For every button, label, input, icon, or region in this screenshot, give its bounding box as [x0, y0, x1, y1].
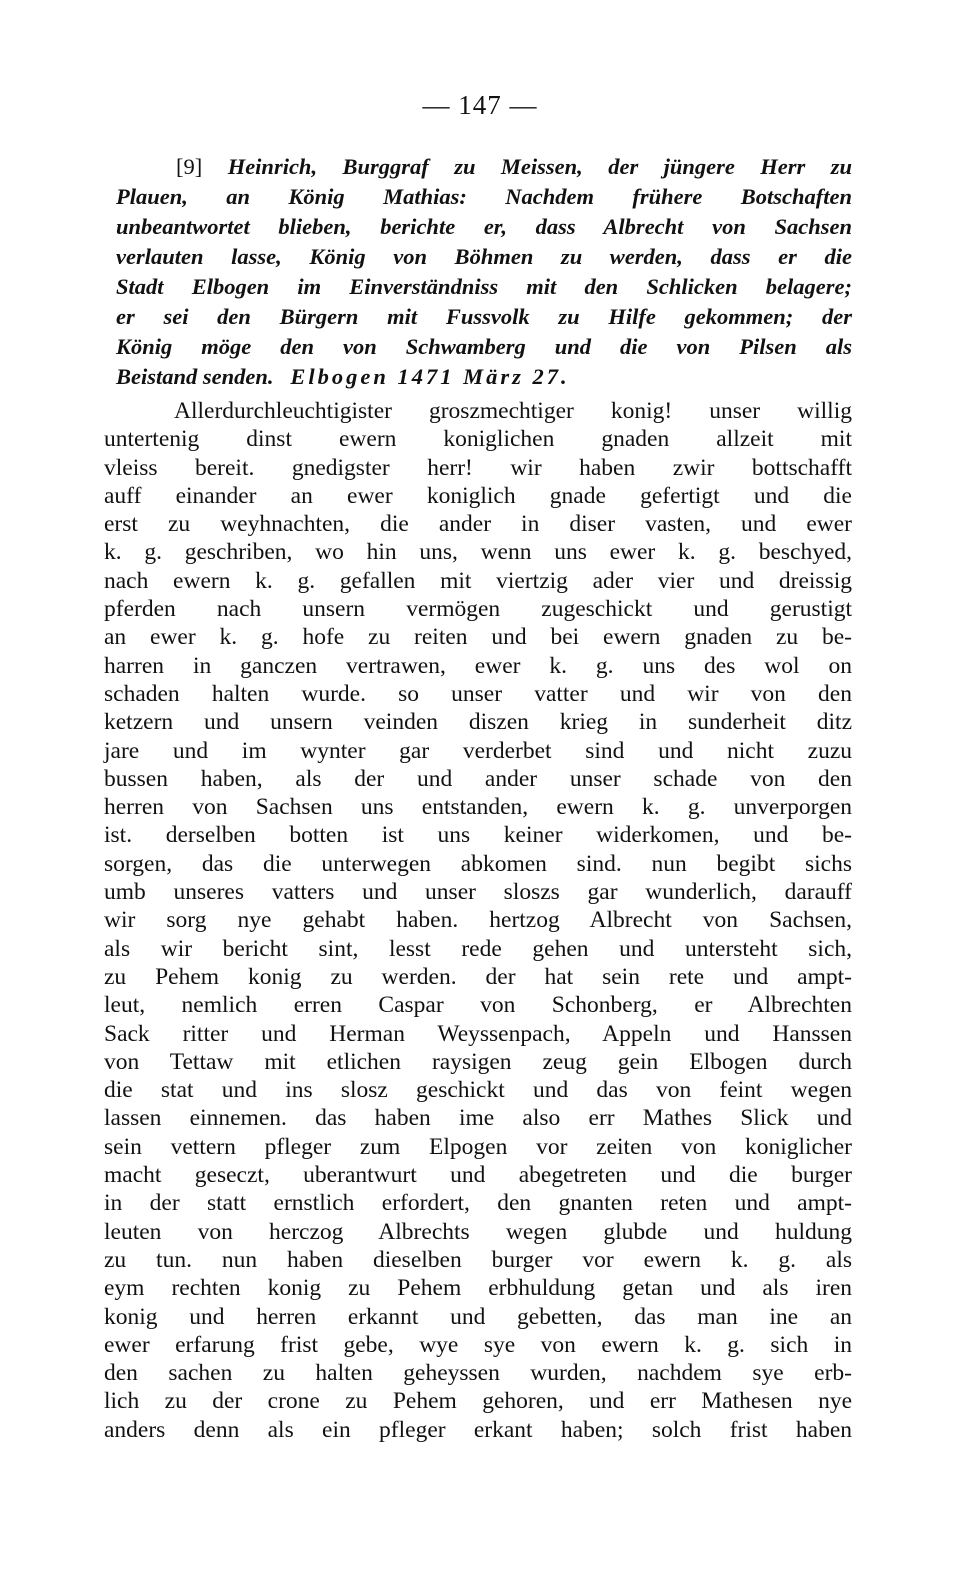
text-line: ewer erfarung frist gebe, wye sye von ewern k. g. sich in	[104, 1331, 852, 1358]
document-number: [9]	[176, 154, 203, 179]
text-line: wir sorg nye gehabt haben. hertzog Albrecht von Sachsen,	[104, 907, 852, 934]
text-line: harren in ganczen vertrawen, ewer k. g. uns des wol on	[104, 652, 852, 679]
text-line: nach ewern k. g. gefallen mit viertzig ader vier und dreissig	[104, 567, 852, 594]
summary-line: König möge den von Schwamberg und die von Pilsen als	[116, 334, 852, 359]
summary-line: Stadt Elbogen im Einverständniss mit den Schlicken belagere;	[116, 274, 852, 299]
text-line: als wir bericht sint, lesst rede gehen und untersteht sich,	[104, 935, 852, 962]
text-line: in der statt ernstlich erfordert, den gnanten reten und ampt-	[104, 1190, 852, 1217]
summary-line	[116, 362, 852, 392]
text-line: auff einander an ewer koniglich gnade gefertigt und die	[104, 482, 852, 509]
text-line: lassen einnemen. das haben ime also err Mathes Slick und	[104, 1105, 852, 1132]
text-line: die stat und ins slosz geschickt und das von feint wegen	[104, 1077, 852, 1104]
text-line: lich zu der crone zu Pehem gehoren, und err Mathesen nye	[104, 1388, 852, 1415]
text-line: ketzern und unsern veinden diszen krieg in sunderheit ditz	[104, 709, 852, 736]
text-line: macht geseczt, uberantwurt und abegetreten und die burger	[104, 1162, 852, 1189]
text-line: jare und im wynter gar verderbet sind und nicht zuzu	[104, 737, 852, 764]
text-line: umb unseres vatters und unser sloszs gar wunderlich, darauff	[104, 879, 852, 906]
text-line: untertenig dinst ewern koniglichen gnaden allzeit mit	[104, 426, 852, 453]
text-line: zu Pehem konig zu werden. der hat sein rete und ampt-	[104, 963, 852, 990]
text-line: sorgen, das die unterwegen abkomen sind. nun begibt sichs	[104, 850, 852, 877]
text-line: von Tettaw mit etlichen raysigen zeug gein Elbogen durch	[104, 1048, 852, 1075]
text-line: sein vettern pfleger zum Elpogen vor zeiten von koniglicher	[104, 1133, 852, 1160]
summary-text: Beistand senden.	[116, 364, 274, 389]
text-line: ist. derselben botten ist uns keiner widerkomen, und be-	[104, 822, 852, 849]
text-line: k. g. geschriben, wo hin uns, wenn uns ewer k. g. beschyed,	[104, 539, 852, 566]
page-number: — 147 —	[422, 90, 538, 120]
text-line: erst zu weyhnachten, die ander in diser vasten, und ewer	[104, 511, 852, 538]
text-line: leuten von herczog Albrechts wegen glubde und huldung	[104, 1218, 852, 1245]
text-line: herren von Sachsen uns entstanden, ewern k. g. unverporgen	[104, 794, 852, 821]
summary-line: verlauten lasse, König von Böhmen zu werden, dass er die	[116, 244, 852, 269]
text-line: anders denn als ein pfleger erkant haben; solch frist haben	[104, 1416, 852, 1443]
text-line: konig und herren erkannt und gebetten, das man ine an	[104, 1303, 852, 1330]
text-line: schaden halten wurde. so unser vatter und wir von den	[104, 680, 852, 707]
text-line: vleiss bereit. gnedigster herr! wir haben zwir bottschafft	[104, 454, 852, 481]
text-line: leut, nemlich erren Caspar von Schonberg, er Albrechten	[104, 992, 852, 1019]
summary-text: Heinrich, Burggraf zu Meissen, der jüngere Herr zu	[227, 154, 852, 179]
document-date: Elbogen 1471 März 27.	[290, 364, 570, 389]
document-summary	[116, 152, 852, 392]
text-line: bussen haben, als der und ander unser schade von den	[104, 765, 852, 792]
text-line: Allerdurchleuchtigister groszmechtiger konig! unser willig	[174, 398, 852, 424]
text-line: an ewer k. g. hofe zu reiten und bei ewern gnaden zu be-	[104, 624, 852, 651]
summary-line: Plauen, an König Mathias: Nachdem frühere Botschaften	[116, 184, 852, 209]
summary-line: er sei den Bürgern mit Fussvolk zu Hilfe gekommen; der	[116, 304, 852, 329]
letter-text	[104, 397, 852, 1444]
summary-line: unbeantwortet blieben, berichte er, dass Albrecht von Sachsen	[116, 214, 852, 239]
text-line: den sachen zu halten geheyssen wurden, nachdem sye erb-	[104, 1360, 852, 1387]
text-line: pferden nach unsern vermögen zugeschickt und gerustigt	[104, 596, 852, 623]
summary-line	[116, 152, 852, 182]
text-line: eym rechten konig zu Pehem erbhuldung getan und als iren	[104, 1275, 852, 1302]
text-line: Sack ritter und Herman Weyssenpach, Appeln und Hanssen	[104, 1020, 852, 1047]
text-line: zu tun. nun haben dieselben burger vor ewern k. g. als	[104, 1246, 852, 1273]
